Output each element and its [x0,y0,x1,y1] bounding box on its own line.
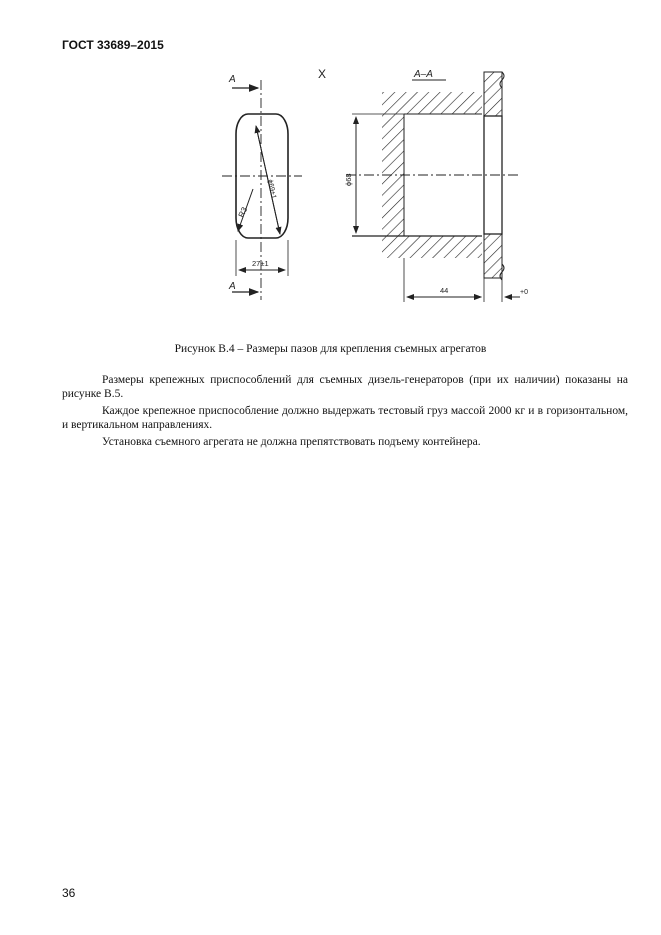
section-mark-bottom: A [229,281,236,292]
section-a-a-view [346,72,520,302]
figure-caption: Рисунок В.4 – Размеры пазов для крепления съемных агрегатов [174,343,487,355]
document-header: ГОСТ 33689–2015 [62,38,164,52]
section-label: A–A [414,69,433,80]
section-mark-top: A [229,74,236,85]
slot-diameter-dimension: ϕ69±1 [266,178,277,200]
tolerance-dimension: +0 [520,289,528,296]
view-label: X [318,67,327,81]
depth-dimension: 44 [440,286,449,295]
paragraph-1: Размеры крепежных приспособлений для съемных дизель-генераторов (при их наличии) показаны на рисунке В.5. [62,374,628,400]
slot-drawing [0,0,661,330]
paragraph-3: Установка съемного агрегата не должна препятствовать подъему контейнера. [102,436,481,448]
paragraph-2: Каждое крепежное приспособление должно выдержать тестовый груз массой 2000 кг и в горизонтальном, и вертикальном направлениях. [62,405,628,431]
page-number: 36 [62,886,76,900]
diameter-dimension: ϕ68 [344,173,353,186]
width-dimension: 27±1 [252,259,269,268]
radius-dimension: R3 [236,205,250,219]
